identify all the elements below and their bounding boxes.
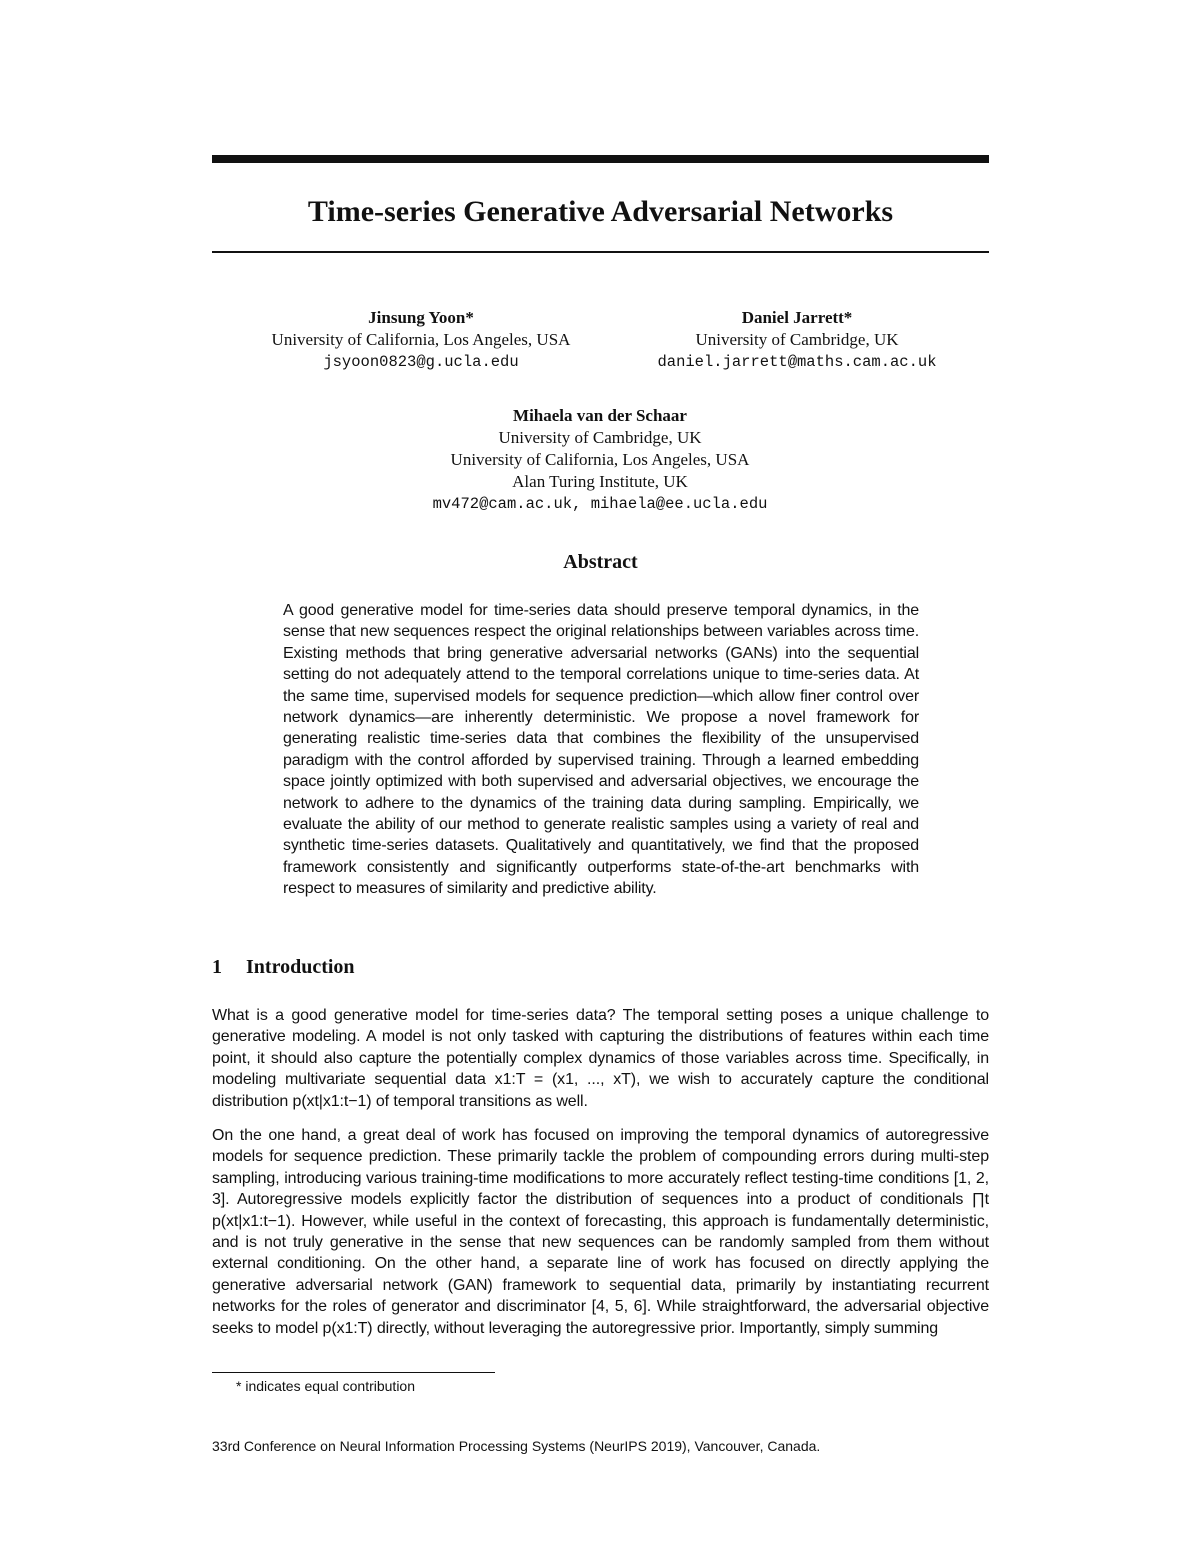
footnote-rule [212, 1372, 495, 1373]
author-email[interactable]: mv472@cam.ac.uk, mihaela@ee.ucla.edu [432, 495, 768, 513]
intro-paragraph-1: What is a good generative model for time-series data? The temporal setting poses a unique challenge to generative modeling. A model is not only tasked with capturing the distributions of features within each time point, it should also capture the potentially complex dynamics of those variables across time. Specifically, in modeling multivariate sequential data x1:T = (x1, ..., xT), we wish to accurately capture the conditional distribution p(xt|x1:t−1) of temporal transitions as well. [212, 1007, 989, 1110]
author-email[interactable]: jsyoon0823@g.ucla.edu [323, 353, 519, 371]
footnote: * indicates equal contribution [236, 1378, 416, 1394]
section-number: 1 [212, 956, 222, 978]
author-affiliation: University of California, Los Angeles, USA [450, 450, 750, 469]
author-affiliation: University of Cambridge, UK [695, 330, 899, 349]
author-email[interactable]: daniel.jarrett@maths.cam.ac.uk [657, 353, 937, 371]
conference-note: 33rd Conference on Neural Information Processing Systems (NeurIPS 2019), Vancouver, Canada. [212, 1438, 821, 1454]
author-affiliation: University of Cambridge, UK [498, 428, 702, 447]
title-bottom-rule [212, 251, 989, 253]
section-title: Introduction [246, 956, 355, 978]
author-block [350, 405, 850, 515]
title-top-rule [212, 155, 989, 163]
author-affiliation: Alan Turing Institute, UK [512, 472, 688, 491]
intro-paragraph-2: On the one hand, a great deal of work has focused on improving the temporal dynamics of autoregressive models for sequence prediction. These primarily tackle the problem of compounding errors during multi-step sampling, introducing various training-time modifications to more accurately reflect testing-time conditions [1, 2, 3]. Autoregressive models explicitly factor the distribution of sequences into a product of conditionals ∏t p(xt|x1:t−1). However, while useful in the context of forecasting, this approach is fundamentally deterministic, and is not truly generative in the sense that new sequences can be randomly sampled from them without external conditioning. On the other hand, a separate line of work has focused on directly applying the generative adversarial network (GAN) framework to sequential data, primarily by instantiating recurrent networks for the roles of generator and discriminator [4, 5, 6]. While straightforward, the adversarial objective seeks to model p(x1:T) directly, without leveraging the autoregressive prior. Importantly, simply summing [212, 1127, 989, 1337]
abstract-text: A good generative model for time-series data should preserve temporal dynamics, in the sense that new sequences respect the original relationships between variables across time. Existing methods that bring generative adversarial networks (GANs) into the sequential setting do not adequately attend to the temporal correlations unique to time-series data. At the same time, supervised models for sequence prediction—which allow finer control over network dynamics—are inherently deterministic. We propose a novel framework for generating realistic time-series data that combines the flexibility of the unsupervised paradigm with the control afforded by supervised training. Through a learned embedding space jointly optimized with both supervised and adversarial objectives, we encourage the network to adhere to the dynamics of the training data during sampling. Empirically, we evaluate the ability of our method to generate realistic samples using a variety of real and synthetic time-series datasets. Qualitatively and quantitatively, we find that the proposed framework consistently and significantly outperforms state-of-the-art benchmarks with respect to measures of similarity and predictive ability. [283, 602, 919, 898]
author-block [221, 307, 621, 373]
author-name: Jinsung Yoon* [368, 308, 474, 327]
author-name: Daniel Jarrett* [741, 308, 853, 327]
paper-title: Time-series Generative Adversarial Networks [307, 195, 894, 228]
author-name: Mihaela van der Schaar [513, 406, 687, 425]
author-block [597, 307, 997, 373]
section-heading [212, 954, 355, 980]
author-affiliation: University of California, Los Angeles, USA [271, 330, 571, 349]
abstract-heading: Abstract [563, 551, 638, 573]
